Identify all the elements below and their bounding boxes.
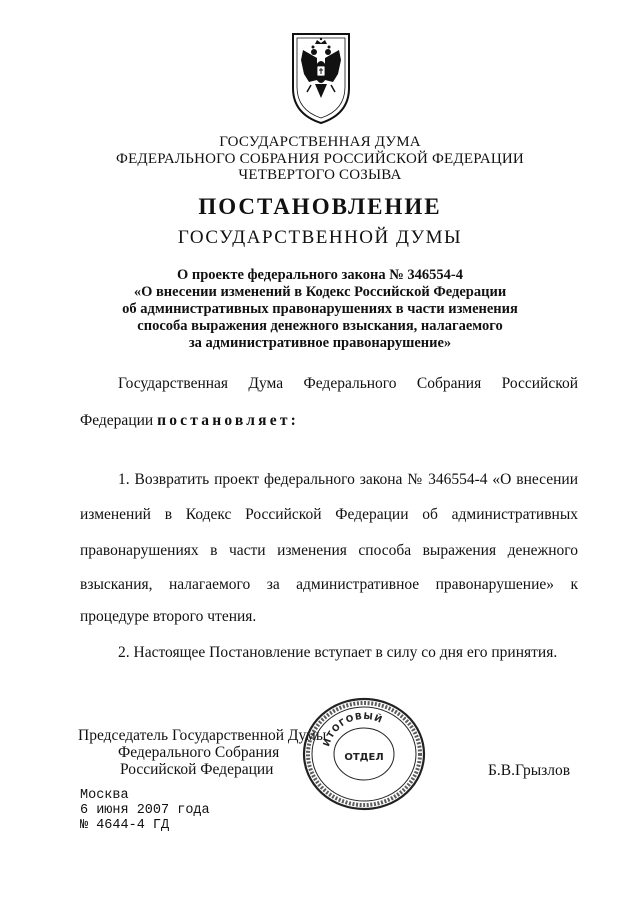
preamble-line-1: Государственная Дума Федерального Собрания Российской	[118, 375, 578, 392]
subject-line-3: об административных правонарушениях в части изменения	[122, 301, 518, 317]
header-line-3: ЧЕТВЕРТОГО СОЗЫВА	[238, 167, 402, 183]
subject-line-5: за административное правонарушение»	[188, 335, 452, 351]
document-subtitle: ГОСУДАРСТВЕННОЙ ДУМЫ	[177, 227, 463, 248]
stamp-arc-text: ИТОГОВЫЙ	[322, 711, 385, 749]
signatory-position-line-2: Федерального Собрания	[118, 744, 280, 761]
header-line-2: ФЕДЕРАЛЬНОГО СОБРАНИЯ РОССИЙСКОЙ ФЕДЕРАЦИИ	[116, 151, 524, 167]
header-line-1: ГОСУДАРСТВЕННАЯ ДУМА	[219, 134, 421, 150]
item-1-line-1: 1. Возвратить проект федерального закона № 346554-4 «О внесении	[118, 471, 578, 488]
footer-number: № 4644-4 ГД	[80, 818, 170, 833]
preamble-line-2	[80, 411, 299, 431]
item-1-line-2: изменений в Кодекс Российской Федерации об административных	[80, 506, 578, 523]
item-1-line-5: процедуре второго чтения.	[80, 608, 257, 625]
coat-of-arms-emblem	[289, 30, 353, 126]
item-1-line-4: взыскания, налагаемого за административное правонарушение» к	[80, 576, 578, 593]
signatory-name: Б.В.Грызлов	[488, 762, 571, 779]
subject-line-4: способа выражения денежного взыскания, налагаемого	[137, 318, 503, 334]
footer-city: Москва	[80, 788, 129, 803]
footer-date: 6 июня 2007 года	[80, 803, 210, 818]
signatory-position-line-1: Председатель Государственной Думы	[78, 727, 327, 744]
signatory-position-line-3: Российской Федерации	[120, 761, 274, 778]
item-1-line-3: правонарушениях в части изменения способа выражения денежного	[80, 542, 578, 559]
document-title: ПОСТАНОВЛЕНИЕ	[198, 194, 442, 219]
round-stamp	[300, 695, 428, 813]
subject-line-1: О проекте федерального закона № 346554-4	[176, 267, 464, 283]
item-2: 2. Настоящее Постановление вступает в силу со дня его принятия.	[118, 644, 558, 661]
preamble-line-2-start: Федерации	[80, 412, 154, 429]
stamp-center-text: ОТДЕЛ	[344, 752, 384, 763]
preamble-decree-word: постановляет:	[157, 412, 299, 429]
subject-line-2: «О внесении изменений в Кодекс Российской Федерации	[133, 284, 507, 300]
